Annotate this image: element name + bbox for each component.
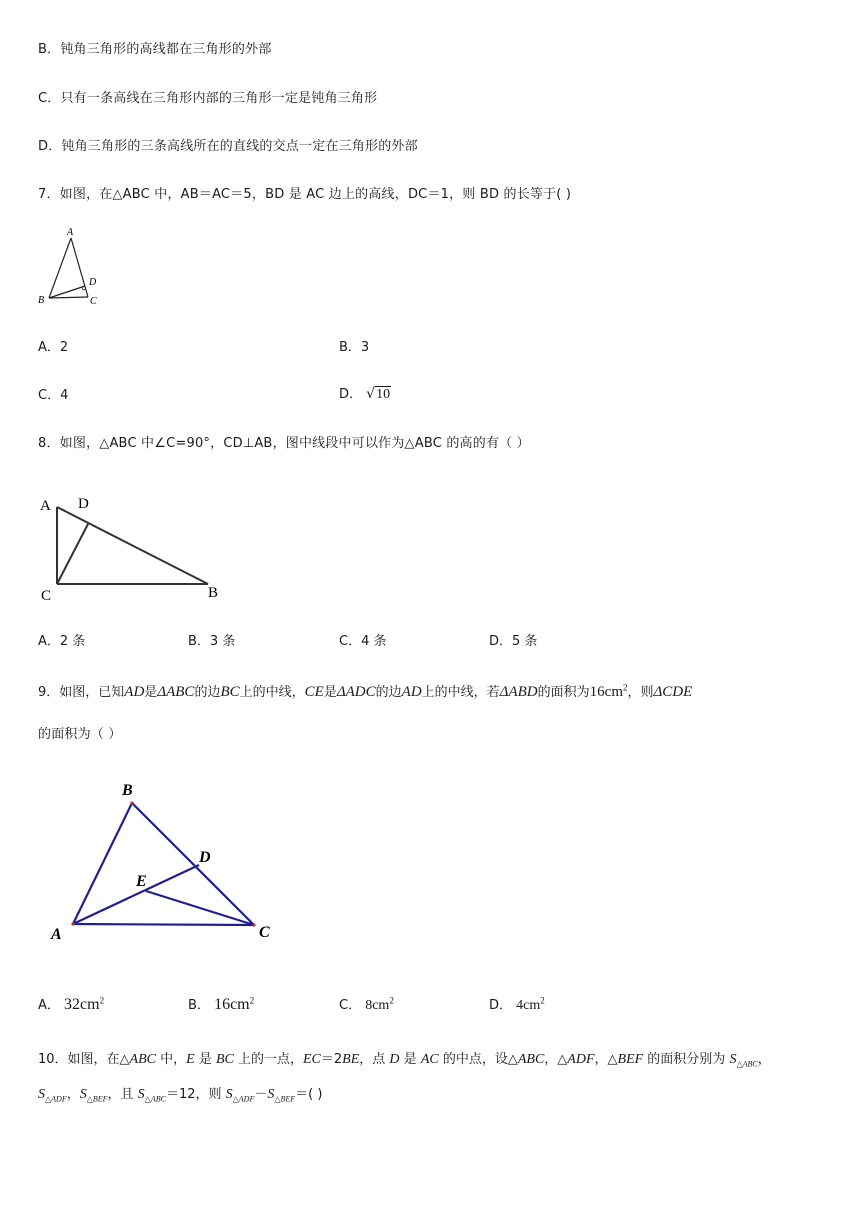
q9-label-d: D — [199, 849, 211, 866]
q7-label-c: C — [90, 296, 97, 307]
q8-option-b: B．3 条 — [188, 634, 236, 649]
q7-label-d: D — [89, 277, 97, 288]
q8-label-b: B — [208, 585, 219, 601]
q9-figure — [46, 774, 286, 949]
q6-option-c: C．只有一条高线在三角形内部的三角形一定是钝角三角形 — [38, 91, 378, 106]
q9-label-e: E — [136, 873, 147, 890]
q8-label-c: C — [41, 588, 52, 604]
q9-option-a: A． $32cm^2$ — [38, 995, 105, 1013]
q7-label-b: B — [38, 295, 45, 306]
q10-stem-line2: $S_{\triangle ADF}$，$S_{\triangle BEF}$，且 $S_{\triangle ABC}=12$，则 $S_{\triangle ADF}-S_{\triangle BEF}=$( ) — [38, 1087, 323, 1104]
q6-option-b: B．钝角三角形的高线都在三角形的外部 — [38, 42, 272, 57]
q9-option-d: D． $4cm^2$ — [489, 995, 545, 1013]
q7-option-a: A．2 — [38, 340, 69, 355]
q8-option-d: D．5 条 — [489, 634, 538, 649]
q8-figure — [36, 488, 236, 604]
q7-label-a: A — [67, 227, 74, 238]
q9-side-ab — [73, 803, 132, 924]
q10-stem-line1: 10．如图，在△ABC 中，E 是 BC 上的一点，EC＝2BE，点 D 是 AC 的中点，设△ABC，△ADF，△BEF 的面积分别为 $S_{\triangle ABC}$， — [38, 1052, 771, 1069]
q8-option-c: C．4 条 — [339, 634, 387, 649]
q7-option-c: C．4 — [38, 388, 69, 403]
q7-option-b: B．3 — [339, 340, 370, 355]
q8-option-a: A．2 条 — [38, 634, 86, 649]
q9-vertex-dot — [252, 923, 255, 926]
sqrt-expression: √10 — [366, 386, 391, 402]
q9-side-ac — [73, 924, 254, 925]
q9-label-b: B — [122, 782, 133, 799]
q9-label-a: A — [51, 926, 62, 943]
q8-stem: 8．如图，△ABC 中∠C=90°，CD⊥AB，图中线段中可以作为△ABC 的高的有（ ） — [38, 436, 530, 451]
q7-option-d: D． √10 — [339, 386, 391, 402]
q6-option-d: D．钝角三角形的三条高线所在的直线的交点一定在三角形的外部 — [38, 139, 418, 154]
q9-option-c: C． $8cm^2$ — [339, 995, 394, 1013]
q8-label-d: D — [78, 496, 89, 512]
q9-label-c: C — [259, 924, 270, 941]
q9-vertex-dot — [71, 922, 74, 925]
q7-figure — [34, 224, 114, 309]
q9-option-b: B． $16cm^2$ — [188, 995, 255, 1013]
q9-vertex-dot — [130, 801, 133, 804]
q8-label-a: A — [40, 498, 51, 514]
q9-stem-line1: 9．如图，已知AD是ΔABC的边BC上的中线，CE是ΔADC的边AD上的中线，若ΔABD的面积为$16cm^2$，则ΔCDE — [38, 682, 693, 700]
q7-stem: 7．如图，在△ABC 中，AB＝AC＝5，BD 是 AC 边上的高线，DC＝1，则 BD 的长等于( ) — [38, 187, 572, 202]
q9-stem-line2: 的面积为（ ） — [38, 727, 122, 742]
